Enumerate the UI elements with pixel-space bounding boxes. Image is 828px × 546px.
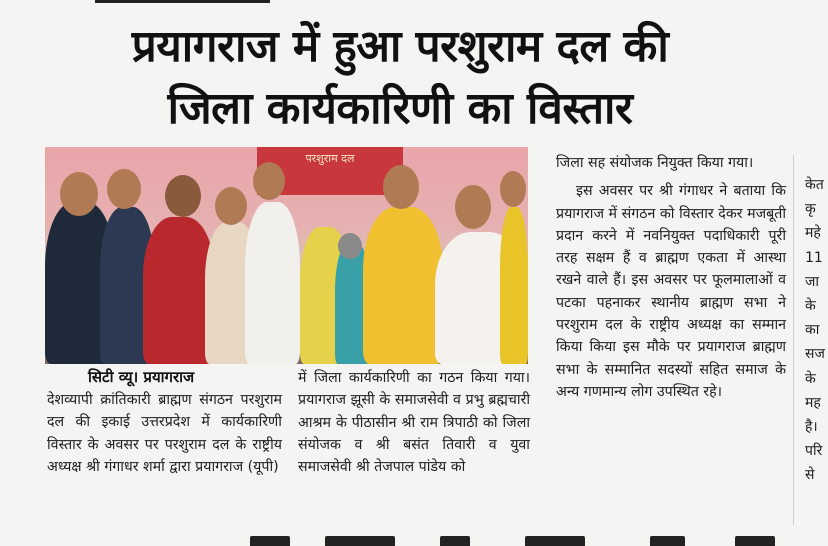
byline: सिटी व्यू। प्रयागराज	[88, 368, 195, 386]
fragment-line: केत	[805, 177, 824, 193]
fragment-line: 11	[805, 249, 823, 266]
adjacent-article-fragment	[805, 173, 828, 488]
fragment-line: मह	[805, 394, 821, 411]
top-rule	[95, 0, 270, 3]
column-divider	[793, 155, 794, 525]
column-3-paragraph-1: जिला सह संयोजक नियुक्त किया गया।	[556, 155, 754, 171]
fragment-line: के	[805, 370, 816, 387]
column-2-text: में जिला कार्यकारिणी का गठन किया गया। प्रयागराज झूसी के समाजसेवी व प्रभु ब्रह्मचारी आश्रम के पीठासीन श्री राम त्रिपाठी को जिला संयोजक व श्री बसंत तिवारी व युवा समाजसेवी श्री तेजपाल पांडेय को	[298, 370, 530, 476]
fragment-line: परि	[805, 443, 823, 460]
fragment-line: है।	[805, 419, 818, 436]
column-3-paragraph-2: इस अवसर पर श्री गंगाधर ने बताया कि प्रयागराज में संगठन को विस्तार देकर मजबूती प्रदान करने में नवनियुक्त पदाधिकारी पूरी तरह सक्षम हैं व ब्राह्मण एकता में आस्था रखने वाले हैं। इस अवसर पर फूलमालाओं व पटका पहनाकर स्थानीय ब्राह्मण सभा ने परशुराम दल के राष्ट्रीय अध्यक्ष का सम्मान किया किया इस मौके पर प्रयागराज ब्राह्मण सभा के सम्मानित सदस्यों सहित समाज के अन्य गणमान्य लोग उपस्थित रहे।	[556, 183, 786, 400]
fragment-line: महे	[805, 225, 821, 242]
headline-line-2: जिला कार्यकारिणी का विस्तार	[167, 83, 633, 134]
article-column-3	[556, 152, 786, 403]
article-column-2	[298, 367, 530, 478]
headline-line-1: प्रयागराज में हुआ परशुराम दल की	[131, 21, 669, 72]
fragment-line: कृ	[805, 201, 816, 218]
fragment-line: जा	[805, 273, 820, 290]
fragment-line: से	[805, 467, 815, 484]
fragment-line: सज	[805, 346, 825, 363]
column-1-text: देशव्यापी क्रांतिकारी ब्राह्मण संगठन परशुराम दल की इकाई उत्तरप्रदेश में कार्यकारिणी विस्तार के अवसर पर परशुराम दल के राष्ट्रीय अध्यक्ष श्री गंगाधर शर्मा द्वारा प्रयागराज (यूपी)	[47, 392, 282, 475]
article-column-1	[47, 389, 282, 478]
cut-off-next-headline	[0, 528, 828, 546]
fragment-line: का	[805, 322, 820, 339]
news-photo	[45, 147, 528, 364]
photo-banner-text: परशुराम दल	[305, 152, 355, 165]
fragment-line: के	[805, 298, 816, 315]
